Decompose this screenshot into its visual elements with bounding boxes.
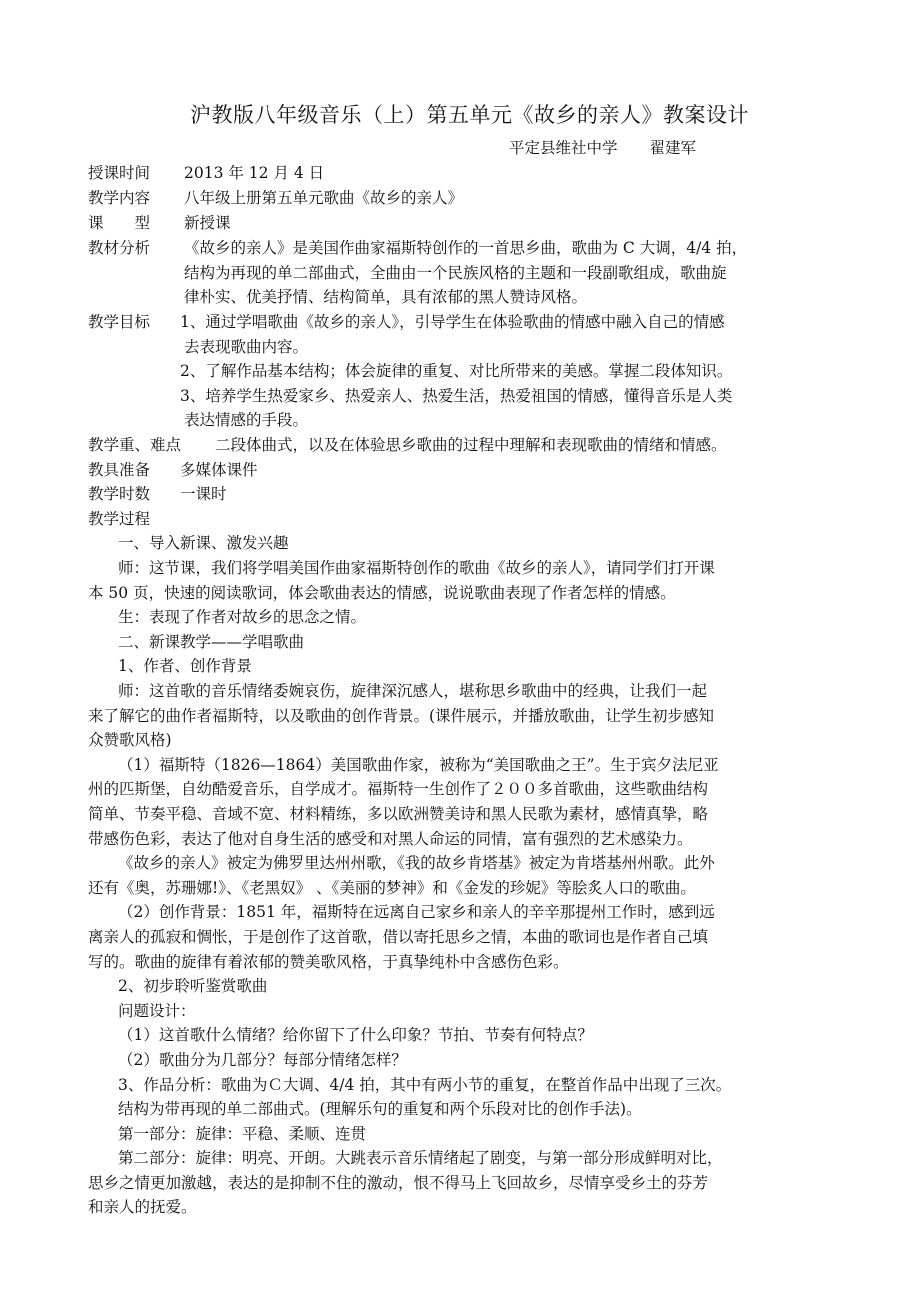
body-line: 师：这节课，我们将学唱美国作曲家福斯特创作的歌曲《故乡的亲人》，请同学们打开课 xyxy=(118,559,715,577)
body-line: 第一部分：旋律：平稳、柔顺、连贯 xyxy=(118,1125,367,1143)
body-line: （1）这首歌什么情绪？给你留下了什么印象？节拍、节奏有何特点？ xyxy=(118,1026,593,1044)
body-line: 1、作者、创作背景 xyxy=(118,657,252,675)
key-label: 教学重、难点 xyxy=(88,436,182,454)
author-school: 平定县维社中学 xyxy=(509,139,618,157)
type-label: 课 型 xyxy=(88,214,151,232)
body-line: 一、导入新课、激发兴趣 xyxy=(118,534,289,552)
time-label: 授课时间 xyxy=(88,164,151,182)
body-line: 2、初步聆听鉴赏歌曲 xyxy=(118,977,268,995)
analysis-line: 律朴实、优美抒情、结构简单，具有浓郁的黑人赞诗风格。 xyxy=(184,288,588,306)
goal-line: 3、培养学生热爱家乡、热爱亲人、热爱生活，热爱祖国的情感，懂得音乐是人类 xyxy=(180,387,733,405)
time-value: 2013 年 12 月 4 日 xyxy=(184,164,325,182)
body-line: 本 50 页，快速的阅读歌词，体会歌曲表达的情感，说说歌曲表现了作者怎样的情感。 xyxy=(88,584,676,602)
body-line: 《故乡的亲人》被定为佛罗里达州州歌，《我的故乡肯塔基》被定为肯塔基州州歌。此外 xyxy=(118,854,715,872)
body-line: 思乡之情更加激越，表达的是抑制不住的激动，恨不得马上飞回故乡，尽情享受乡土的芬芳 xyxy=(88,1174,709,1192)
author-name: 翟建军 xyxy=(649,139,697,157)
body-line: （1）福斯特（1826—1864）美国歌曲作家，被称为“美国歌曲之王”。生于宾夕法尼亚 xyxy=(118,756,719,774)
body-line: 来了解它的曲作者福斯特，以及歌曲的创作背景。(课件展示，并播放歌曲，让学生初步感知 xyxy=(88,707,715,725)
hours-value: 一课时 xyxy=(180,485,227,503)
body-line: 简单、节奏平稳、音域不宽、材料精练，多以欧洲赞美诗和黑人民歌为素材，感情真挚，略 xyxy=(88,805,709,823)
tools-label: 教具准备 xyxy=(88,461,151,479)
key-value: 二段体曲式，以及在体验思乡歌曲的过程中理解和表现歌曲的情绪和情感。 xyxy=(215,436,727,454)
analysis-line: 结构为再现的单二部曲式，全曲由一个民族风格的主题和一段副歌组成，歌曲旋 xyxy=(184,264,727,282)
body-line: 和亲人的抚爱。 xyxy=(88,1198,197,1216)
type-value: 新授课 xyxy=(184,214,231,232)
body-line: 带感伤色彩，表达了他对自身生活的感受和对黑人命运的同情，富有强烈的艺术感染力。 xyxy=(88,830,693,848)
hours-label: 教学时数 xyxy=(88,485,151,503)
content-label: 教学内容 xyxy=(88,189,151,207)
body-line: 离亲人的孤寂和惆怅，于是创作了这首歌，借以寄托思乡之情，本曲的歌词也是作者自己填 xyxy=(88,928,709,946)
page-title: 沪教版八年级音乐（上）第五单元《故乡的亲人》教案设计 xyxy=(190,103,749,127)
body-line: 问题设计： xyxy=(118,1002,196,1020)
body-line: 写的。歌曲的旋律有着浓郁的赞美歌风格，于真挚纯朴中含感伤色彩。 xyxy=(88,953,569,971)
analysis-label: 教材分析 xyxy=(88,239,151,257)
body-line: 结构为带再现的单二部曲式。(理解乐句的重复和两个乐段对比的创作手法)。 xyxy=(118,1100,642,1118)
goal-line: 2、了解作品基本结构；体会旋律的重复、对比所带来的美感。掌握二段体知识。 xyxy=(180,362,733,380)
goal-line: 去表现歌曲内容。 xyxy=(184,338,309,356)
body-line: 3、作品分析：歌曲为Ｃ大调、4/4 拍，其中有两小节的重复，在整首作品中出现了三次。 xyxy=(118,1076,732,1094)
goal-line: 表达情感的手段。 xyxy=(184,411,309,429)
body-line: 二、新课教学——学唱歌曲 xyxy=(118,633,305,651)
process-label: 教学过程 xyxy=(88,510,151,528)
body-line: 还有《奥，苏珊娜!》、《老黑奴》 、《美丽的梦神》和《金发的珍妮》等脍炙人口的歌曲。 xyxy=(88,879,696,897)
body-line: （2）创作背景：1851 年，福斯特在远离自己家乡和亲人的辛辛那提州工作时，感到远 xyxy=(118,903,715,921)
body-line: 众赞歌风格) xyxy=(88,731,172,749)
goal-label: 教学目标 xyxy=(88,313,151,331)
body-line: 师：这首歌的音乐情绪委婉哀伤，旋律深沉感人，堪称思乡歌曲中的经典，让我们一起 xyxy=(118,682,708,700)
analysis-line: 《故乡的亲人》是美国作曲家福斯特创作的一首思乡曲，歌曲为 C 大调，4/4 拍， xyxy=(184,239,748,257)
tools-value: 多媒体课件 xyxy=(180,461,258,479)
body-line: 第二部分：旋律：明亮、开朗。大跳表示音乐情绪起了剧变，与第一部分形成鲜明对比， xyxy=(118,1149,723,1167)
body-line: 州的匹斯堡，自幼酷爱音乐，自学成才。福斯特一生创作了２００多首歌曲，这些歌曲结构 xyxy=(88,780,709,798)
content-value: 八年级上册第五单元歌曲《故乡的亲人》 xyxy=(184,189,464,207)
author-line xyxy=(509,136,696,158)
goal-line: 1、通过学唱歌曲《故乡的亲人》，引导学生在体验歌曲的情感中融入自己的情感 xyxy=(180,313,725,331)
body-line: 生：表现了作者对故乡的思念之情。 xyxy=(118,608,367,626)
body-line: （2）歌曲分为几部分？每部分情绪怎样？ xyxy=(118,1051,407,1069)
